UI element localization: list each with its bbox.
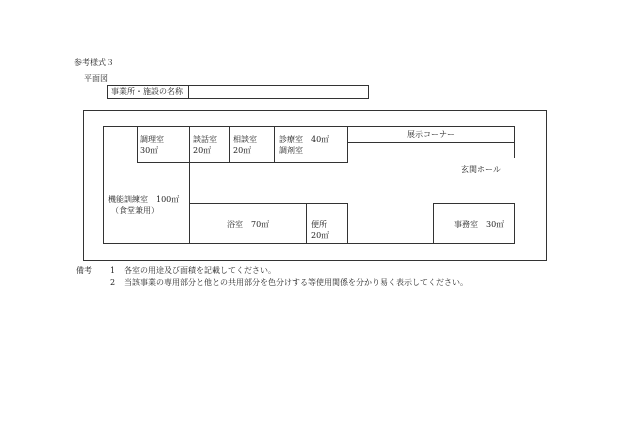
room-office-name: 事務室 30㎡ <box>454 220 505 229</box>
room-talk-name: 談話室 <box>193 135 217 144</box>
wall-consult-right <box>274 126 275 162</box>
room-entrance-name: 玄関ホール <box>461 165 501 174</box>
room-consult-name: 相談室 <box>233 135 257 144</box>
form-label: 参考様式３ <box>74 58 114 67</box>
wall-talk-right <box>229 126 230 162</box>
wall-cooking-left <box>137 126 138 162</box>
wall-cooking-right <box>189 126 190 244</box>
page-subtitle: 平面図 <box>84 74 108 83</box>
wall-bath-right <box>306 203 307 244</box>
wall-medical-right <box>347 126 348 162</box>
note-2-text: 当該事業の専用部分と他との共用部分を色分けする等使用関係を分かり易く表示してください。 <box>124 278 468 287</box>
note-1-text: 各室の用途及び面積を記載してください。 <box>124 266 276 275</box>
room-talk-area: 20㎡ <box>193 146 212 155</box>
room-toilet-area: 20㎡ <box>311 231 330 240</box>
name-field-divider <box>188 85 189 99</box>
room-medical-name: 診療室 40㎡ <box>279 135 330 144</box>
room-exhibit-name: 展示コーナー <box>407 130 455 139</box>
note-2-number: 2 <box>110 278 116 287</box>
plan-bottom-wall <box>103 243 515 244</box>
wall-bath-top <box>189 203 347 204</box>
wall-upper-rooms-bottom <box>137 162 348 163</box>
plan-top-wall <box>103 126 515 127</box>
note-1-number: 1 <box>110 266 116 275</box>
notes-label: 備考 <box>76 266 92 275</box>
room-cooking-name: 調理室 <box>140 135 164 144</box>
room-bath-name: 浴室 70㎡ <box>227 220 270 229</box>
room-cooking-area: 30㎡ <box>140 146 159 155</box>
wall-toilet-right <box>347 203 348 244</box>
facility-name-label: 事業所・施設の名称 <box>111 87 183 96</box>
room-training-name: 機能訓練室 100㎡ <box>108 195 180 204</box>
room-consult-area: 20㎡ <box>233 146 252 155</box>
wall-exhibit-bottom <box>347 142 515 143</box>
plan-right-wall-lower <box>514 203 515 244</box>
wall-office-top <box>433 203 515 204</box>
room-toilet-name: 便所 <box>311 220 327 229</box>
room-dispensary-name: 調剤室 <box>279 146 303 155</box>
wall-office-left <box>433 203 434 244</box>
room-training-sub: （食堂兼用） <box>111 206 159 215</box>
plan-left-wall <box>103 126 104 244</box>
